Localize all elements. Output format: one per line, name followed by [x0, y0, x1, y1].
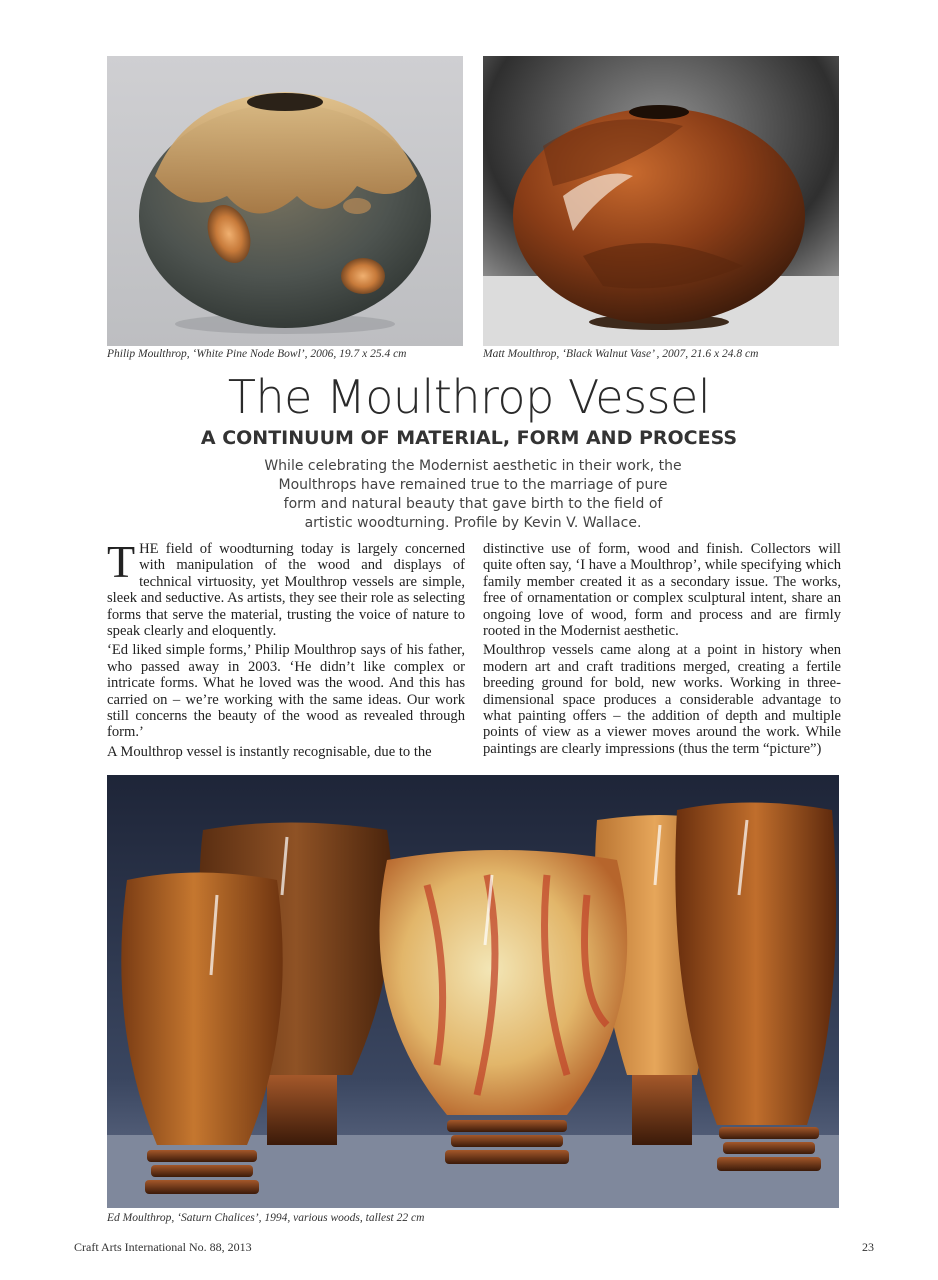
- drop-cap: T: [107, 536, 136, 587]
- article-standfirst: While celebrating the Modernist aesthetic in their work, the Moulthrops have remained true to the marriage of pure form and natural beauty that gave birth to the field of artistic woodturning. Profile by Kevin V. Wallace.: [264, 458, 682, 531]
- body-paragraph: Moulthrop vessels came along at a point in history when modern art and craft traditions merged, creating a fertile breeding ground for bold, new works. Working in three-dimensional space produces a considerable advantage to what painting offers – the addition of depth and multiple points of view as a viewer moves around the work. While paintings are clearly impressions (thus the term “picture”): [483, 642, 841, 757]
- body-paragraph: ‘Ed liked simple forms,’ Philip Moulthrop says of his father, who passed away in 2003. ‘He didn’t like complex or intricate forms. What he loved was the wood. And this has carried on – we’re working with the same ideas. Our work still concerns the beauty of the wood as revealed through form.’: [107, 642, 465, 741]
- black-walnut-vase-photo: [483, 56, 839, 346]
- body-paragraph: distinctive use of form, wood and finish. Collectors will quite often say, ‘I have a Moulthrop’, while specifying which family member created it as a secondary issue. The works, free of ornamentation or complex sculptural intent, share an ongoing love of wood, form and process and are firmly rooted in the Modernist aesthetic.: [483, 541, 841, 640]
- photo-caption-top-right: Matt Moulthrop, ‘Black Walnut Vase’ , 2007, 21.6 x 24.8 cm: [483, 348, 759, 360]
- footer-publication: Craft Arts International No. 88, 2013: [74, 1240, 252, 1254]
- body-paragraph-text: HE field of woodturning today is largely concerned with manipulation of the wood and displays of technical virtuosity, yet Moulthrop vessels are simple, sleek and seductive. As artists, they see their role as selecting forms that serve the material, trusting the voice of nature to speak clearly and eloquently.: [107, 541, 465, 640]
- body-column-right: [483, 541, 841, 760]
- photo-caption-bottom: Ed Moulthrop, ‘Saturn Chalices’, 1994, various woods, tallest 22 cm: [107, 1212, 425, 1224]
- footer-page-number: 23: [862, 1240, 874, 1254]
- article-title: The Moulthrop Vessel: [227, 370, 711, 424]
- white-pine-node-bowl-photo: [107, 56, 463, 346]
- saturn-chalices-photo: [107, 775, 839, 1208]
- body-column-left: [107, 536, 465, 763]
- body-paragraph: [107, 536, 465, 640]
- body-paragraph: A Moulthrop vessel is instantly recognisable, due to the: [107, 743, 432, 760]
- photo-caption-top-left: Philip Moulthrop, ‘White Pine Node Bowl’, 2006, 19.7 x 25.4 cm: [107, 348, 407, 360]
- article-subtitle: A CONTINUUM OF MATERIAL, FORM AND PROCESS: [200, 427, 738, 449]
